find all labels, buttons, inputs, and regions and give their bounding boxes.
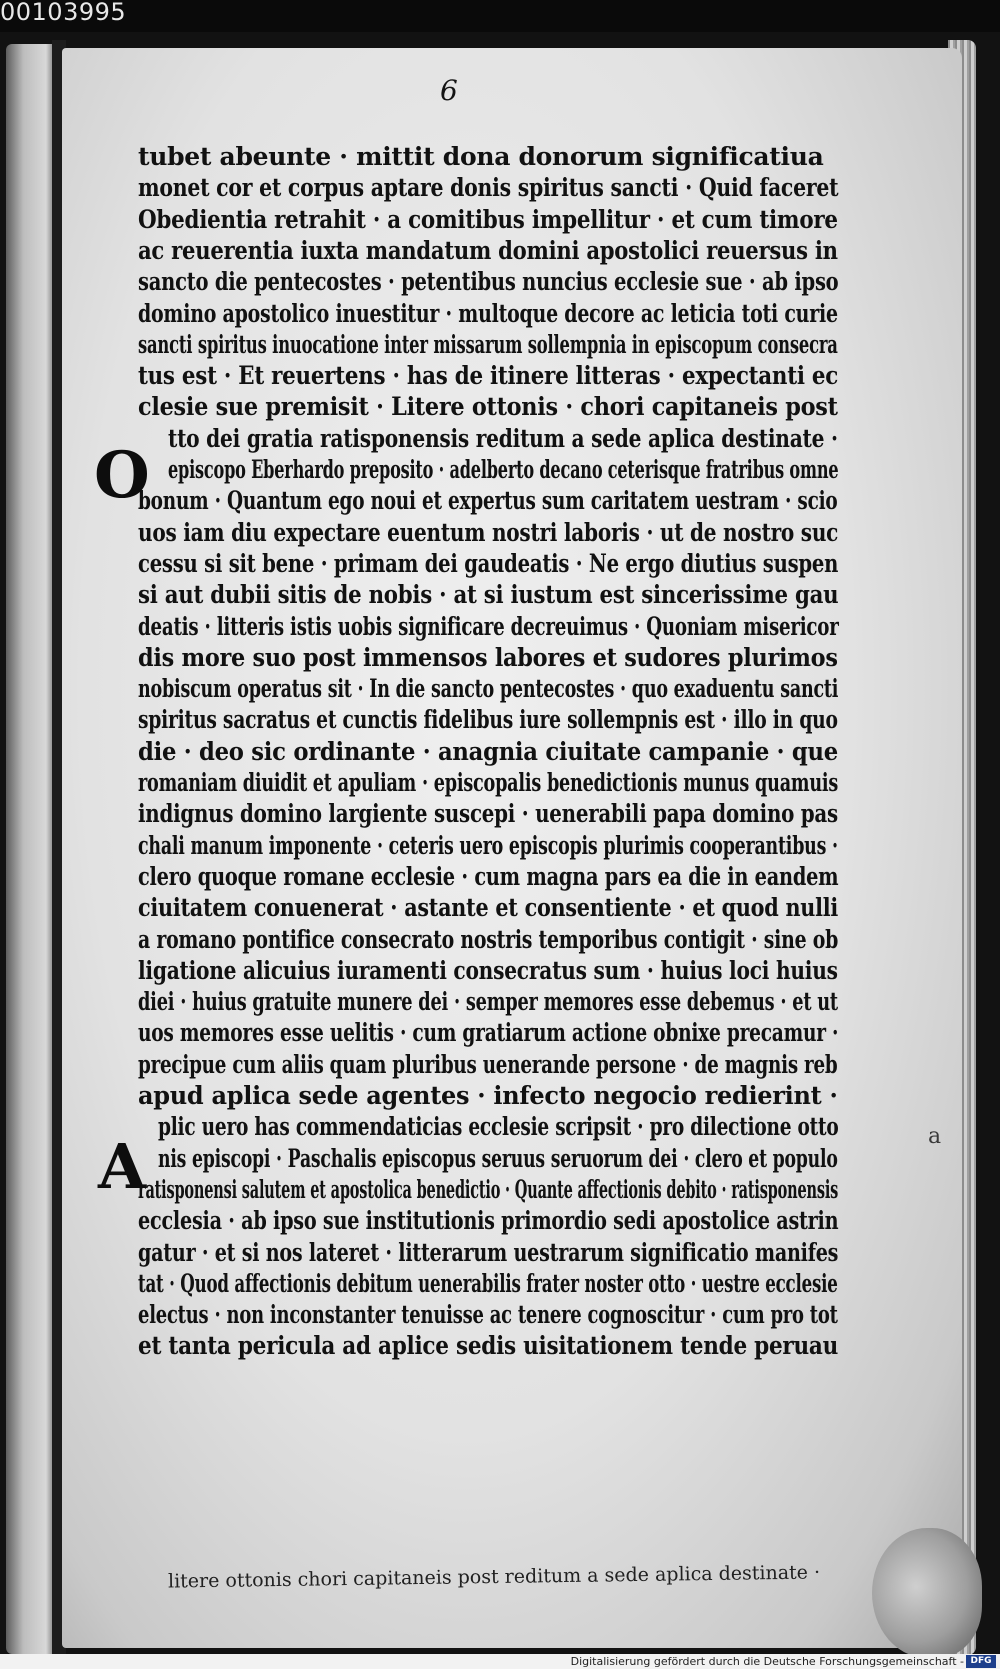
text-line: a romano pontifice consecrato nostris temporibus contigit · sine ob xyxy=(138,924,839,954)
text-line: diei · huius gratuite munere dei · semper memores esse debemus · et ut xyxy=(138,987,838,1017)
text-line: tto dei gratia ratisponensis reditum a sede aplica destinate · xyxy=(168,423,838,453)
text-line: tus est · Et reuertens · has de itinere litteras · expectanti ec xyxy=(138,361,839,391)
text-line: ciuitatem conuenerat · astante et consentiente · et quod nulli xyxy=(138,893,838,923)
text-line: deatis · litteris istis uobis significare decreuimus · Quoniam misericor xyxy=(138,611,839,641)
text-line: ratisponensi salutem et apostolica benedictio · Quante affectionis debito · ratisponensis xyxy=(138,1174,839,1204)
text-line: ligatione alicuius iuramenti consecratus sum · huius loci huius xyxy=(138,955,838,985)
text-line: romaniam diuidit et apuliam · episcopalis benedictionis munus quamuis xyxy=(138,768,839,797)
footer-credit: Digitalisierung gefördert durch die Deutsche Forschungsgemeinschaft - xyxy=(570,1655,964,1668)
text-line: nis episcopi · Paschalis episcopus seruus seruorum dei · clero et populo xyxy=(158,1143,838,1173)
text-line: plic uero has commendaticias ecclesie scripsit · pro dilectione otto xyxy=(158,1112,839,1142)
margin-note: a xyxy=(928,1124,942,1149)
text-line: clesie sue premisit · Litere ottonis · chori capitaneis post xyxy=(138,392,838,422)
text-line: spiritus sacratus et cunctis fidelibus iure sollempnis est · illo in quo xyxy=(138,705,838,735)
text-line: dis more suo post immensos labores et sudores plurimos xyxy=(138,642,838,672)
text-line: chali manum imponente · ceteris uero episcopis plurimis cooperantibus · xyxy=(138,830,838,860)
bottom-marginal-note: litere ottonis chori capitaneis post reditum a sede aplica destinate · xyxy=(167,1561,821,1593)
text-line: clero quoque romane ecclesie · cum magna pars ea die in eandem xyxy=(138,861,839,891)
text-line: ac reuerentia iuxta mandatum domini apostolici reuersus in xyxy=(138,235,838,265)
text-line: et tanta pericula ad aplice sedis uisitationem tende peruau xyxy=(138,1331,839,1361)
reader-thumb xyxy=(872,1528,982,1658)
text-line: sancti spiritus inuocatione inter missarum sollempnia in episcopum consecra xyxy=(138,329,838,359)
text-line: tat · Quod affectionis debitum uenerabilis frater noster otto · uestre ecclesie xyxy=(138,1268,838,1298)
scan-id-label: 00103995 xyxy=(0,0,127,26)
text-line: die · deo sic ordinante · anagnia ciuitate campanie · que xyxy=(138,736,838,766)
folio-number: 6 xyxy=(440,74,458,107)
text-line: indignus domino largiente suscepi · uenerabili papa domino pas xyxy=(138,799,838,829)
text-line: domino apostolico inuestitur · multoque decore ac leticia toti curie xyxy=(138,298,838,328)
text-line: monet cor et corpus aptare donis spiritus sancti · Quid faceret xyxy=(138,173,839,203)
text-line: episcopo Eberhardo preposito · adelberto decano ceterisque fratribus omne xyxy=(168,455,839,484)
dfg-logo: DFG xyxy=(966,1655,996,1668)
text-line: electus · non inconstanter tenuisse ac tenere cognoscitur · cum pro tot xyxy=(138,1300,838,1330)
text-line: bonum · Quantum ego noui et expertus sum caritatem uestram · scio xyxy=(138,486,838,516)
text-line: uos iam diu expectare euentum nostri laboris · ut de nostro suc xyxy=(138,517,839,547)
initial-letter-o: O xyxy=(94,438,150,513)
text-line: tubet abeunte · mittit dona donorum significatiua xyxy=(138,142,824,171)
text-line: ecclesia · ab ipso sue institutionis primordio sedi apostolice astrin xyxy=(138,1206,839,1236)
scan-header-bar xyxy=(0,0,1000,32)
text-line: uos memores esse uelitis · cum gratiarum actione obnixe precamur · xyxy=(138,1018,839,1048)
text-line: Obedientia retrahit · a comitibus impellitur · et cum timore xyxy=(138,204,838,234)
text-line: precipue cum aliis quam pluribus uenerande persone · de magnis reb xyxy=(138,1049,838,1079)
text-line: cessu si sit bene · primam dei gaudeatis · Ne ergo diutius suspen xyxy=(138,548,839,578)
text-line: sancto die pentecostes · petentibus nuncius ecclesie sue · ab ipso xyxy=(138,267,839,297)
previous-leaf-edge xyxy=(6,44,56,1654)
text-line: si aut dubii sitis de nobis · at si iustum est sincerissime gau xyxy=(138,580,839,610)
initial-letter-a: A xyxy=(98,1130,147,1203)
text-line: gatur · et si nos lateret · litterarum uestrarum significatio manifes xyxy=(138,1237,839,1267)
text-line: nobiscum operatus sit · In die sancto pentecostes · quo exaduentu sancti xyxy=(138,674,839,704)
text-line: apud aplica sede agentes · infecto negocio redierint · xyxy=(138,1081,838,1110)
